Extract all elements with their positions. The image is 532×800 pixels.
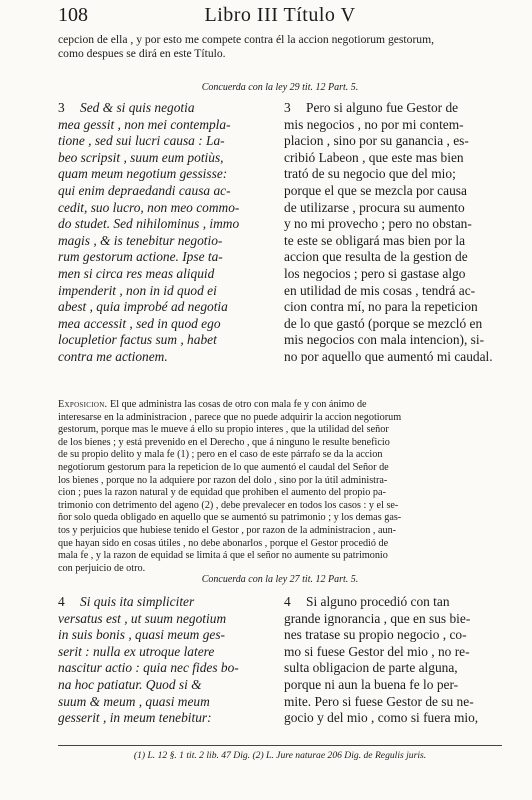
spanish-line: nes tratase su propio negocio , co- xyxy=(284,627,467,643)
section-number: 4 xyxy=(284,594,291,609)
exposicion-line: cion ; pues la razon natural y de equidad que prohiben el aumento del propio pa- xyxy=(58,487,386,499)
latin-line: beo scripsit , suum eum potiùs, xyxy=(58,149,224,165)
latin-line: magis , & is tenebitur negotio- xyxy=(58,232,223,248)
latin-line: nascitur actio : quia nec fides bo- xyxy=(58,660,239,676)
concordance-note: Concuerda con la ley 27 tit. 12 Part. 5. xyxy=(201,574,359,585)
exposicion-line: gestorum, porque mas le mueve á ello su propio interes , que la utilidad del señor xyxy=(58,424,389,436)
latin-line: in suis bonis , quasi meum ges- xyxy=(58,627,226,643)
spanish-line: en utilidad de mis cosas , tendrá ac- xyxy=(284,282,476,298)
concordance-note: Concuerda con la ley 29 tit. 12 Part. 5. xyxy=(201,82,359,93)
spanish-line: mis negocios con mala intencion), si- xyxy=(284,332,485,348)
latin-line: tione , sed sui lucri causa : La- xyxy=(58,133,225,149)
latin-line: quam meum negotium gessisse: xyxy=(58,166,228,182)
spanish-line: los negocios ; pero si gastase algo xyxy=(284,265,466,281)
exposicion-line: interesarse en la administracion , parece que no puede adquirir la accion negotiorum xyxy=(58,411,402,423)
exposicion-line: trimonio con detrimento del ageno (2) , debe prevalecer en todos los casos : y el se- xyxy=(58,499,399,511)
section-number: 3 xyxy=(284,100,291,115)
spanish-line: cion contra mí, no para la repeticion xyxy=(284,299,478,315)
intro-line: cepcion de ella , y por esto me compete contra él la accion negotiorum gestorum, xyxy=(58,33,435,46)
spanish-line: sulta obligacion de parte alguna, xyxy=(284,660,458,676)
footnote-rule xyxy=(58,745,502,746)
latin-line: cedit, suo lucro, non meo commo- xyxy=(58,199,240,215)
spanish-line: Si alguno procedió con tan xyxy=(306,594,450,609)
spanish-column-section-4 xyxy=(284,594,502,727)
latin-line: Si quis ita simpliciter xyxy=(80,594,195,609)
latin-line: impenderit , non in id quod ei xyxy=(58,282,217,298)
exposicion-line: tos y perjuicios que hubiese tenido el Gestor , por razon de la administracion , aun- xyxy=(58,524,397,536)
latin-line: contra me actionem. xyxy=(58,348,168,364)
latin-line: do studet. Sed nihilominus , immo xyxy=(58,216,240,232)
exposicion-line: negotiorum gestorum para la repeticion de lo que aumentó el caudal del Señor de xyxy=(58,461,389,473)
spanish-line: mite. Pero si fuese Gestor de su ne- xyxy=(284,693,474,709)
spanish-line: no por aquello que aumentó mi caudal. xyxy=(284,348,493,364)
spanish-line: Pero si alguno fue Gestor de xyxy=(306,100,459,115)
spanish-line: trató de su negocio que del mio; xyxy=(284,166,456,182)
latin-line: suum & meum , quasi meum xyxy=(58,693,210,709)
exposicion-line: El que administra las cosas de otro con mala fe y con ánimo de xyxy=(109,399,367,410)
exposicion-paragraph xyxy=(58,399,502,575)
spanish-line: cribió Labeon , que este mas bien xyxy=(284,149,464,165)
exposicion-line: mala fe , y la razon de equidad se limita á que el señor no aumente su patrimonio xyxy=(58,550,388,562)
latin-line: serit : nulla ex utroque latere xyxy=(58,643,215,659)
spanish-line: placion , sino por su ganancia , es- xyxy=(284,133,469,149)
running-head: Libro III Título V xyxy=(204,4,356,26)
exposicion-line: de su propio delito y mala fe (1) ; pero en el caso de este párrafo se da la accion xyxy=(58,449,383,461)
spanish-line: mo si fuese Gestor del mio , no re- xyxy=(284,643,470,659)
spanish-line: y no mi provecho ; pero no obstan- xyxy=(284,216,472,232)
section-number: 4 xyxy=(58,594,65,609)
exposicion-line: con perjuicio de otro. xyxy=(58,562,146,574)
latin-line: qui enim depraedandi causa ac- xyxy=(58,182,231,198)
latin-line: na hoc patiatur. Quod si & xyxy=(58,676,202,692)
page-header xyxy=(58,4,502,30)
intro-line: como despues se dirá en este Título. xyxy=(58,47,226,60)
latin-line: abest , quia improbé ad negotia xyxy=(58,299,228,315)
exposicion-line: ñor solo queda obligado en aquello que se aumentó su patrimonio ; y los demas gas- xyxy=(58,512,402,524)
latin-line: versatus est , ut suum negotium xyxy=(58,610,227,626)
exposicion-label: Exposicion. xyxy=(58,399,108,410)
spanish-line: porque el que se mezcla por causa xyxy=(284,182,467,198)
spanish-column-section-3 xyxy=(284,100,502,366)
spanish-line: te este se obligará mas bien por la xyxy=(284,232,466,248)
section-number: 3 xyxy=(58,100,65,115)
spanish-line: gocio y del mio , como si fuera mio, xyxy=(284,710,479,726)
latin-line: gesserit , in meum tenebitur: xyxy=(58,710,212,726)
latin-line: rum gestorum actione. Ipse ta- xyxy=(58,249,223,265)
spanish-line: accion que resulta de la gestion de xyxy=(284,249,468,265)
exposicion-line: de los bienes ; y está prevenido en el Derecho , que á ninguno le resulte beneficio xyxy=(58,436,390,448)
latin-line: men si circa res meas aliquid xyxy=(58,265,215,281)
page-number: 108 xyxy=(58,4,88,26)
exposicion-line: que hayan sido en cosas útiles , no debe abonarlos , porque el Gestor procedió de xyxy=(58,537,389,549)
latin-line: mea accessit , sed in quod ego xyxy=(58,315,221,331)
spanish-line: de utilizarse , procura su aumento xyxy=(284,199,465,215)
exposicion-line: los bienes , porque no la adquiere por razon del dolo , sino por la útil administra- xyxy=(58,474,388,486)
spanish-line: grande ignorancia , que en sus bie- xyxy=(284,610,471,626)
latin-line: Sed & si quis negotia xyxy=(80,100,195,115)
spanish-line: porque ni aun la buena fe lo per- xyxy=(284,676,459,692)
intro-paragraph xyxy=(58,33,502,61)
latin-column-section-3 xyxy=(58,100,266,366)
latin-column-section-4 xyxy=(58,594,266,727)
spanish-line: de lo que gastó (porque se mezcló en xyxy=(284,315,483,331)
latin-line: locupletior factus sum , habet xyxy=(58,332,217,348)
latin-line: mea gessit , non mei contempla- xyxy=(58,116,231,132)
footnote: (1) L. 12 §. 1 tit. 2 lib. 47 Dig. (2) L. Jure naturae 206 Dig. de Regulis juris. xyxy=(133,750,427,761)
spanish-line: mis negocios , no por mi contem- xyxy=(284,116,464,132)
